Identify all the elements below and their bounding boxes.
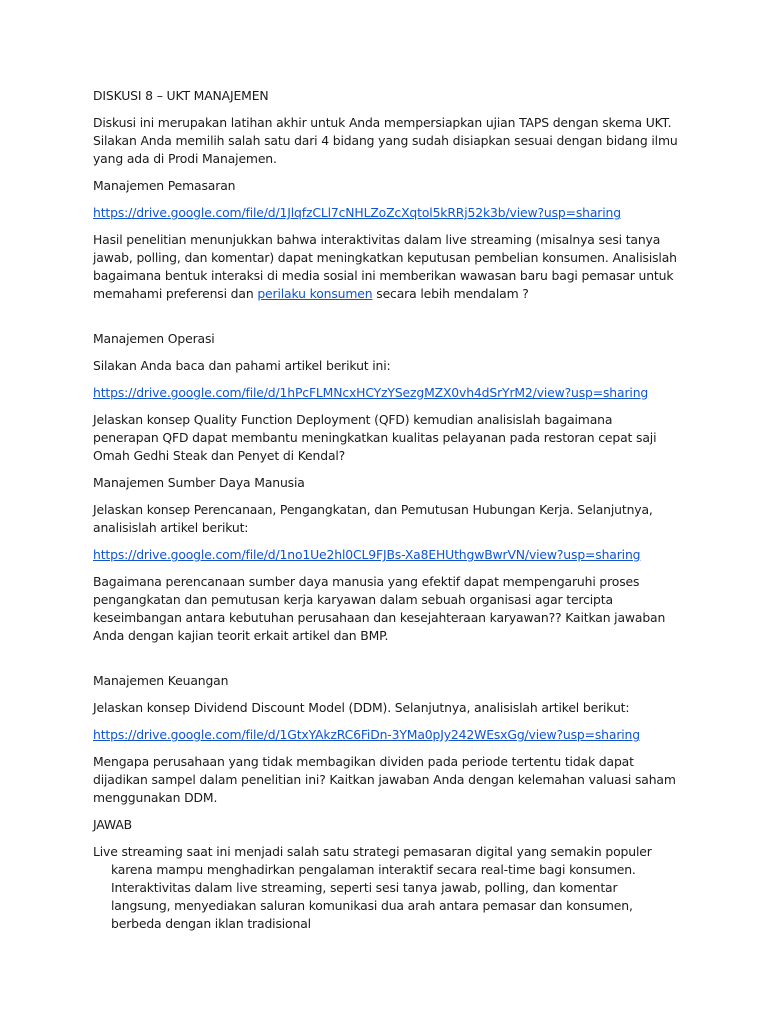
- link-pemasaran-paragraph: [93, 204, 678, 222]
- instruction-keuangan: Jelaskan konsep Dividend Discount Model (DDM). Selanjutnya, analisislah artikel berikut:: [93, 700, 630, 715]
- instruction-sdm: Jelaskan konsep Perencanaan, Pengangkatan, dan Pemutusan Hubungan Kerja. Selanjutnya, analisislah artikel berikut:: [93, 502, 653, 535]
- document-page: [93, 87, 678, 942]
- question-pemasaran-text: Hasil penelitian menunjukkan bahwa interaktivitas dalam live streaming (misalnya sesi tanya jawab, polling, dan komentar) dapat meningkatkan keputusan pembelian konsumen. Analisislah bagaimana bentuk interaksi di media sosial ini memberikan wawasan baru bagi pemasar untuk memahami preferensi dan: [93, 232, 677, 301]
- question-keuangan: Mengapa perusahaan yang tidak membagikan dividen pada periode tertentu tidak dapat dijadikan sampel dalam penelitian ini? Kaitkan jawaban Anda dengan kelemahan valuasi saham menggunakan DDM.: [93, 754, 676, 805]
- spacer: [93, 312, 678, 330]
- heading-pemasaran: Manajemen Pemasaran: [93, 178, 236, 193]
- link-keuangan[interactable]: https://drive.google.com/file/d/1GtxYAkzRC6FiDn-3YMa0pJy242WEsxGg/view?usp=sharing: [93, 727, 640, 742]
- perilaku-konsumen-link[interactable]: perilaku konsumen: [257, 286, 373, 301]
- link-sdm-paragraph: [93, 546, 678, 564]
- heading-keuangan: Manajemen Keuangan: [93, 673, 229, 688]
- question-operasi: Jelaskan konsep Quality Function Deployment (QFD) kemudian analisislah bagaimana penerapan QFD dapat membantu meningkatkan kualitas pelayanan pada restoran cepat saji Omah Gedhi Steak dan Penyet di Kendal?: [93, 412, 657, 463]
- question-sdm: Bagaimana perencanaan sumber daya manusia yang efektif dapat mempengaruhi proses pengangkatan dan pemutusan kerja karyawan dalam sebuah organisasi agar tercipta keseimbangan antara kebutuhan perusahaan dan kesejahteraan karyawan?? Kaitkan jawaban Anda dengan kajian teorit erkait artikel dan BMP.: [93, 574, 666, 643]
- link-pemasaran[interactable]: https://drive.google.com/file/d/1JlqfzCLl7cNHLZoZcXqtol5kRRj52k3b/view?usp=sharing: [93, 205, 621, 220]
- link-keuangan-paragraph: [93, 726, 678, 744]
- link-sdm[interactable]: https://drive.google.com/file/d/1no1Ue2hl0CL9FJBs-Xa8EHUthgwBwrVN/view?usp=sharing: [93, 547, 641, 562]
- intro-paragraph: Diskusi ini merupakan latihan akhir untuk Anda mempersiapkan ujian TAPS dengan skema UKT. Silakan Anda memilih salah satu dari 4 bidang yang sudah disiapkan sesuai dengan bidang ilmu yang ada di Prodi Manajemen.: [93, 115, 678, 166]
- question-pemasaran-end: secara lebih mendalam ?: [372, 286, 529, 301]
- link-operasi[interactable]: https://drive.google.com/file/d/1hPcFLMNcxHCYzYSezgMZX0vh4dSrYrM2/view?usp=sharing: [93, 385, 649, 400]
- answer-paragraph: Live streaming saat ini menjadi salah satu strategi pemasaran digital yang semakin populer karena mampu menghadirkan pengalaman interaktif secara real-time bagi konsumen. Interaktivitas dalam live streaming, seperti sesi tanya jawab, polling, dan komentar langsung, menyediakan saluran komunikasi dua arah antara pemasar dan konsumen, berbeda dengan iklan tradisional: [93, 844, 652, 931]
- heading-sdm: Manajemen Sumber Daya Manusia: [93, 475, 305, 490]
- heading-operasi: Manajemen Operasi: [93, 331, 215, 346]
- answer-label: JAWAB: [93, 817, 133, 832]
- spacer: [93, 654, 678, 672]
- question-pemasaran: [93, 231, 678, 303]
- instruction-operasi: Silakan Anda baca dan pahami artikel berikut ini:: [93, 358, 391, 373]
- link-operasi-paragraph: [93, 384, 678, 402]
- document-title: DISKUSI 8 – UKT MANAJEMEN: [93, 88, 269, 103]
